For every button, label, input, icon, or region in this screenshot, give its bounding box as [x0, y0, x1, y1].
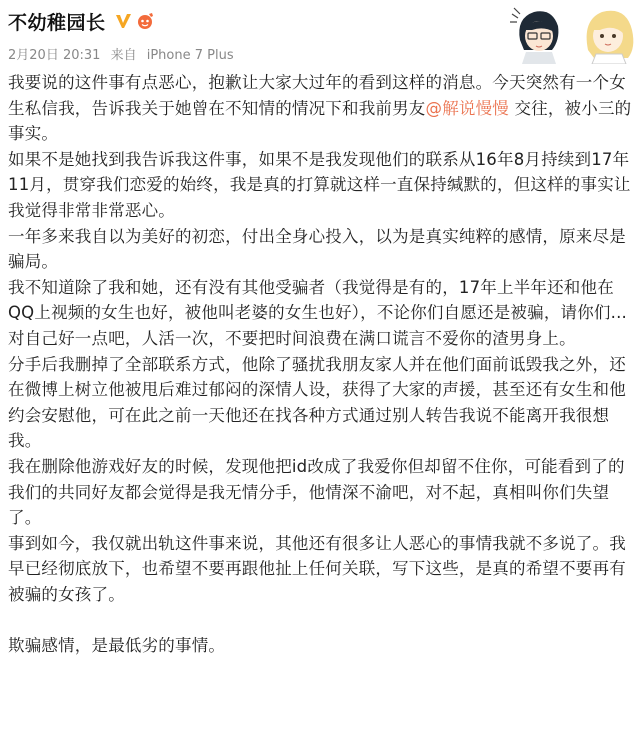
from-label: 来自 [110, 48, 137, 63]
cartoon-characters-decoration [502, 0, 638, 64]
blank-line [8, 607, 632, 633]
paragraph-5: 分手后我删掉了全部联系方式，他除了骚扰我朋友家人并在他们面前诋毁我之外，还在微博上树立他被甩后难过郁闷的深情人设，获得了大家的声援，甚至还有女生和他约会安慰他，可在此之前一天他还在找各种方式通过别人转告我说不能离开我很想我。 [8, 354, 626, 451]
paragraph-7: 事到如今，我仅就出轨这件事来说，其他还有很多让人恶心的事情我就不多说了。我早已经彻底放下，也希望不要再跟他扯上任何关联，写下这些，是真的希望不要再有被骗的女孩了。 [8, 533, 626, 604]
paragraph-text: 我要说的这件事有点恶心，抱歉让大家大过年的看到这样的消息。今天突然有一个女生私信我，告诉我关于她曾在不知情的情况下和我前男友 [8, 73, 626, 118]
verified-v-icon [114, 12, 132, 30]
post-header [0, 0, 638, 74]
paragraph-4: 我不知道除了我和她，还有没有其他受骗者（我觉得是有的，17年上半年还和他在QQ上视频的女生也好，被他叫老婆的女生也好），不论你们自愿还是被骗，请你们...对自己好一点吧，人活一次，不要把时间浪费在满口谎言不爱你的渣男身上。 [8, 277, 627, 348]
username[interactable]: 不幼稚园长 [8, 11, 106, 34]
post-date[interactable]: 2月20日 20:31 [8, 48, 101, 63]
paragraph-6: 我在删除他游戏好友的时候，发现他把id改成了我爱你但却留不住你，可能看到了的我们的共同好友都会觉得是我无情分手，他情深不渝吧，对不起，真相叫你们失望了。 [8, 456, 625, 528]
paragraph-8: 欺骗感情，是最低劣的事情。 [8, 636, 226, 656]
paragraph-text: 交往，被小三的事实。 [8, 98, 632, 144]
paragraph-2: 如果不是她找到我告诉我这件事，如果不是我发现他们的联系从16年8月持续到17年11月，贯穿我们恋爱的始终，我是真的打算就这样一直保持缄默的，但这样的事实让我觉得非常非常恶心。 [8, 149, 631, 220]
name-row [8, 6, 156, 36]
post-content [8, 70, 632, 659]
post-meta [8, 44, 240, 63]
user-mention-link[interactable]: @解说慢慢 [425, 98, 509, 118]
paragraph-1 [8, 70, 632, 147]
paragraph-3: 一年多来我自以为美好的初恋，付出全身心投入，以为是真实纯粹的感情，原来尽是骗局。 [8, 226, 626, 272]
vip-member-icon[interactable] [136, 12, 156, 30]
post-device: iPhone 7 Plus [146, 48, 234, 63]
